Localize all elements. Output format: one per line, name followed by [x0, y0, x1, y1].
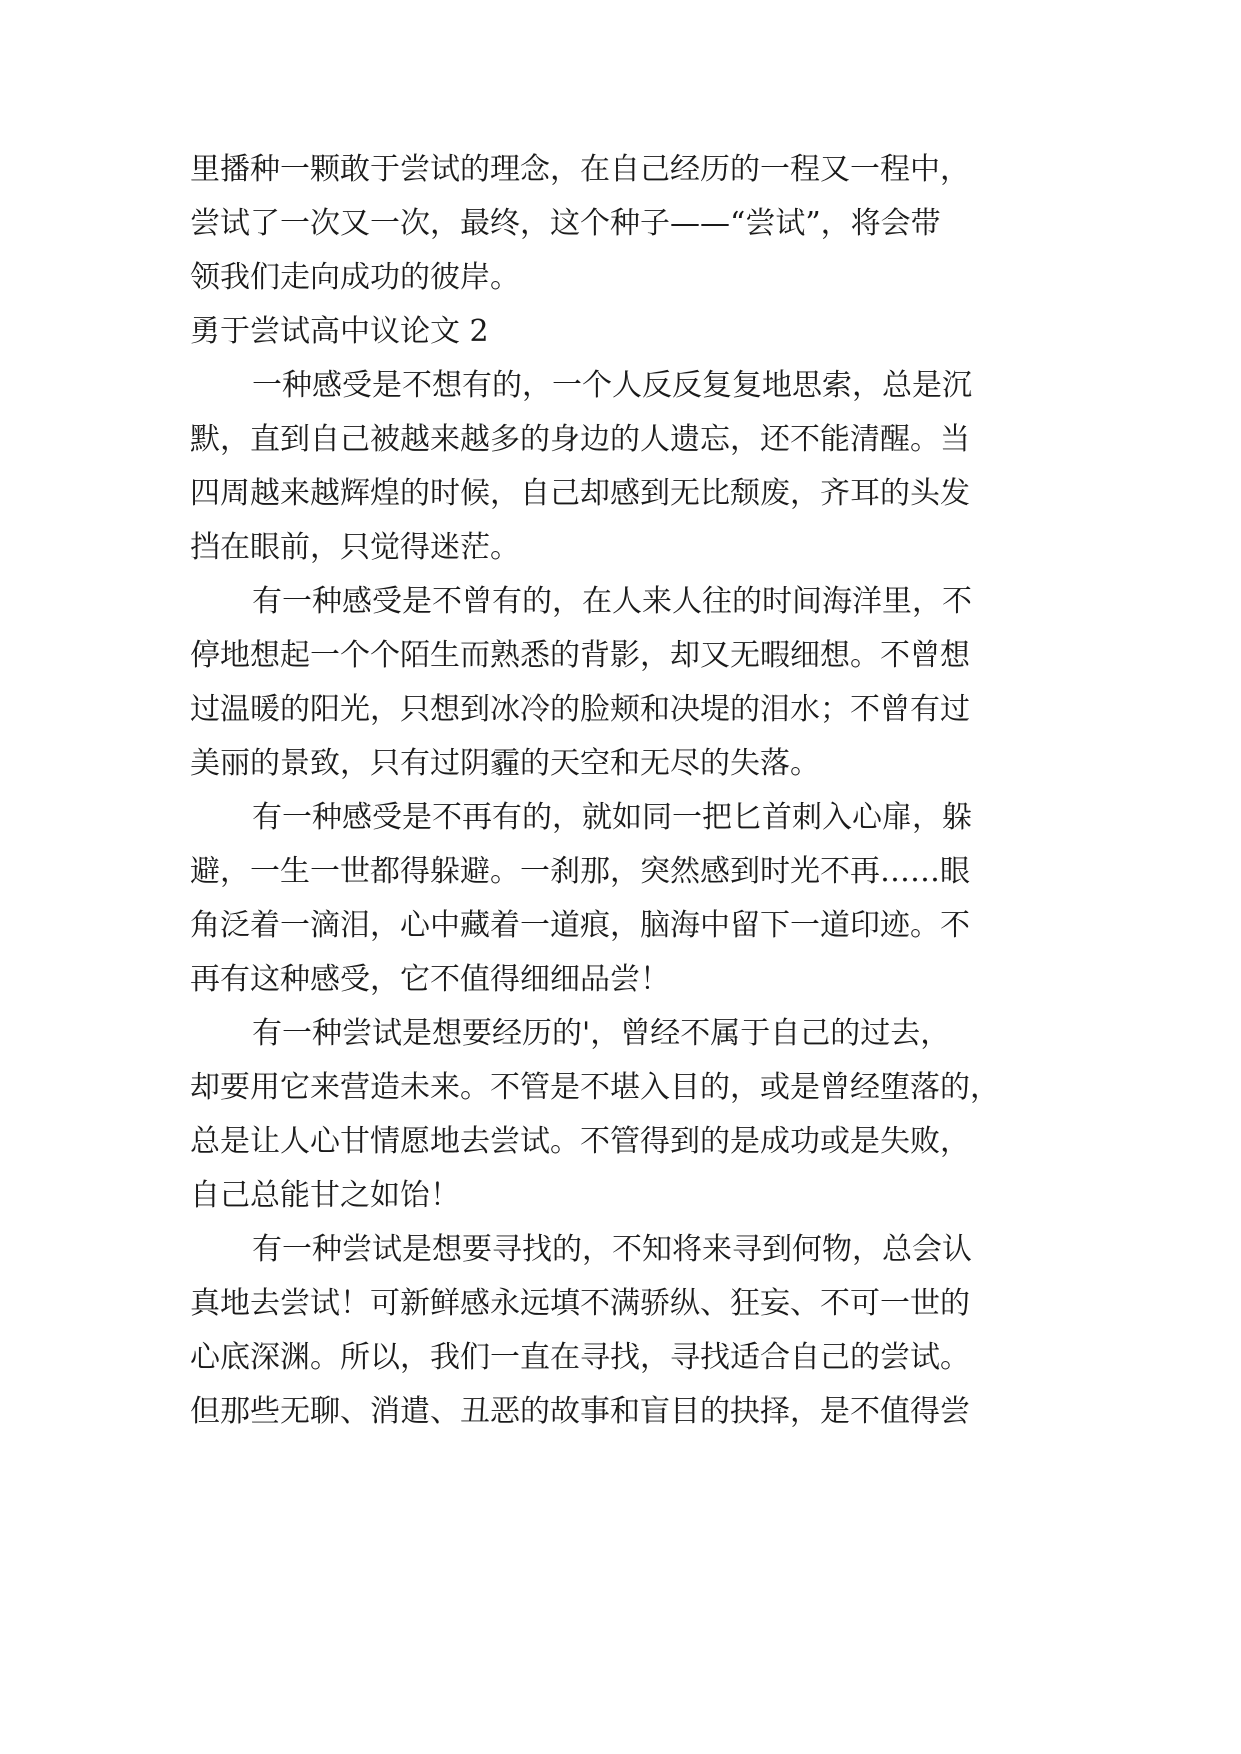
- body-text-line: 角泛着一滴泪，心中藏着一道痕，脑海中留下一道印迹。不: [190, 908, 970, 943]
- body-text-line: 四周越来越辉煌的时候，自己却感到无比颓废，齐耳的头发: [190, 476, 970, 511]
- body-text-line: 总是让人心甘情愿地去尝试。不管得到的是成功或是失败，: [190, 1124, 970, 1159]
- body-text-line: 美丽的景致，只有过阴霾的天空和无尽的失落。: [190, 746, 820, 781]
- paragraph-first-line: 有一种感受是不曾有的，在人来人往的时间海洋里，不: [252, 584, 972, 619]
- body-text-line: 再有这种感受，它不值得细细品尝！: [190, 962, 670, 997]
- section-heading: 勇于尝试高中议论文 2: [190, 314, 489, 349]
- body-text-line: 尝试了一次又一次，最终，这个种子——“尝试”，将会带: [190, 206, 941, 241]
- body-text-line: 但那些无聊、消遣、丑恶的故事和盲目的抉择，是不值得尝: [190, 1394, 970, 1429]
- body-text-line: 真地去尝试！可新鲜感永远填不满骄纵、狂妄、不可一世的: [190, 1286, 970, 1321]
- body-text-line: 挡在眼前，只觉得迷茫。: [190, 530, 520, 565]
- body-text-line: 领我们走向成功的彼岸。: [190, 260, 520, 295]
- body-text-line: 自己总能甘之如饴！: [190, 1178, 460, 1213]
- body-text-line: 避，一生一世都得躲避。一刹那，突然感到时光不再……眼: [190, 854, 970, 889]
- paragraph-first-line: 一种感受是不想有的，一个人反反复复地思索，总是沉: [252, 368, 972, 403]
- body-text-line: 心底深渊。所以，我们一直在寻找，寻找适合自己的尝试。: [190, 1340, 970, 1375]
- paragraph-first-line: 有一种尝试是想要寻找的，不知将来寻到何物，总会认: [252, 1232, 972, 1267]
- paragraph-first-line: 有一种尝试是想要经历的'，曾经不属于自己的过去，: [252, 1016, 951, 1051]
- paragraph-first-line: 有一种感受是不再有的，就如同一把匕首刺入心扉，躲: [252, 800, 972, 835]
- body-text-line: 默，直到自己被越来越多的身边的人遗忘，还不能清醒。当: [190, 422, 970, 457]
- body-text-line: 过温暖的阳光，只想到冰冷的脸颊和决堤的泪水；不曾有过: [190, 692, 970, 727]
- body-text-line: 里播种一颗敢于尝试的理念，在自己经历的一程又一程中，: [190, 152, 970, 187]
- body-text-line: 停地想起一个个陌生而熟悉的背影，却又无暇细想。不曾想: [190, 638, 970, 673]
- body-text-line: 却要用它来营造未来。不管是不堪入目的，或是曾经堕落的，: [190, 1070, 1000, 1105]
